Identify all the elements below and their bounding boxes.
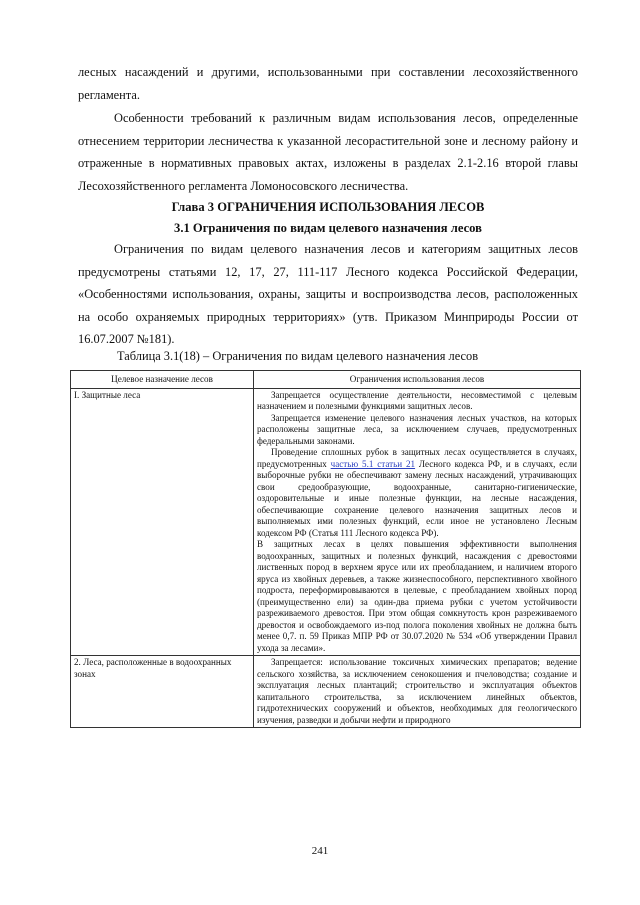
table-cell-restrictions — [254, 388, 581, 656]
table-cell-restrictions — [254, 656, 581, 728]
table-row — [71, 656, 581, 728]
table-header-purpose: Целевое назначение лесов — [71, 371, 254, 389]
table-header-restrictions: Ограничения использования лесов — [254, 371, 581, 389]
restriction-text: Запрещается изменение целевого назначения лесных участков, на которых расположены защитные леса, за исключением случаев, предусмотренных федеральными законами. — [257, 412, 577, 446]
restriction-text: Запрещается осуществление деятельности, несовместимой с целевым назначением и полезными функциями защитных лесов. — [257, 389, 577, 411]
restriction-text: В защитных лесах в целях повышения эффективности выполнения водоохранных, защитных и полезных функций, насаждения с древостоями лиственных пород в верхнем ярусе или их преобладанием, и наличием второго яруса из хвойных деревьев, а также жизнеспособного, перспективного хвойного подроста, переформировываются в целевые, с преобладанием хвойных пород (преимущественно ели) за один-два приема рубки с учетом устойчивости разреживаемого древостоя. При этом общая сомкнутость крон разреживаемого древостоя и освобождаемого из-под полога поколения хвойных не должна быть менее 0,7. п. 59 Приказ МПР РФ от 30.07.2020 № 534 «Об утверждении Правил ухода за лесами». — [257, 539, 577, 653]
section-paragraph: Ограничения по видам целевого назначения лесов и категориям защитных лесов предусмотрены статьями 12, 17, 27, 111-117 Лесного кодекса Российской Федерации, «Особенностями использования, охраны, защиты и воспроизводства лесов, расположенных на особо охраняемых природных территориях» (утв. Приказом Минприроды России от 16.07.2007 №181). — [78, 242, 578, 347]
law-article-link[interactable]: частью 5.1 статьи 21 — [330, 458, 416, 469]
table-caption: Таблица 3.1(18) – Ограничения по видам целевого назначения лесов — [117, 349, 479, 363]
table-row — [71, 388, 581, 656]
intro-paragraph-1: лесных насаждений и другими, использованными при составлении лесохозяйственного регламента. — [78, 65, 578, 102]
page-number: 241 — [311, 845, 329, 857]
table-cell-purpose: 2. Леса, расположенные в водоохранных зонах — [71, 656, 254, 728]
restriction-text: Проведение сплошных рубок в защитных лесах осуществляется в случаях, предусмотренных частью 5.1 статьи 21 Лесного кодекса РФ, и в случаях, если выборочные рубки не обеспечивают замену лесных насаждений, утрачивающих свои средообразующие, водоохранные, санитарно-гигиенические, оздоровительные и иные полезные функции, на лесные насаждения, обеспечивающие сохранение целевого назначения защитных лесов и выполняемых ими полезных функций, если иное не установлено Лесным кодексом РФ (Статья 111 Лесного кодекса РФ). — [257, 447, 577, 538]
restrictions-table — [70, 370, 581, 728]
intro-paragraph-2: Особенности требований к различным видам использования лесов, определенные отнесением территории лесничества к указанной лесорастительной зоне и лесному району и отраженные в нормативных правовых актах, изложены в разделах 2.1-2.16 второй главы Лесохозяйственного регламента Ломоносовского лесничества. — [78, 111, 578, 193]
table-header-row — [71, 371, 581, 389]
chapter-heading: Глава 3 ОГРАНИЧЕНИЯ ИСПОЛЬЗОВАНИЯ ЛЕСОВ — [171, 200, 485, 214]
table-cell-purpose: I. Защитные леса — [71, 388, 254, 656]
restriction-text: Запрещается: использование токсичных химических препаратов; ведение сельского хозяйства, за исключением сенокошения и пчеловодства; создание и эксплуатация лесных плантаций; строительство и эксплуатация объектов капитального строительства, за исключением линейных объектов, гидротехнических сооружений и объектов, необходимых для геологического изучения, разведки и добычи нефти и природного — [257, 657, 577, 725]
section-heading: 3.1 Ограничения по видам целевого назначения лесов — [174, 221, 482, 235]
